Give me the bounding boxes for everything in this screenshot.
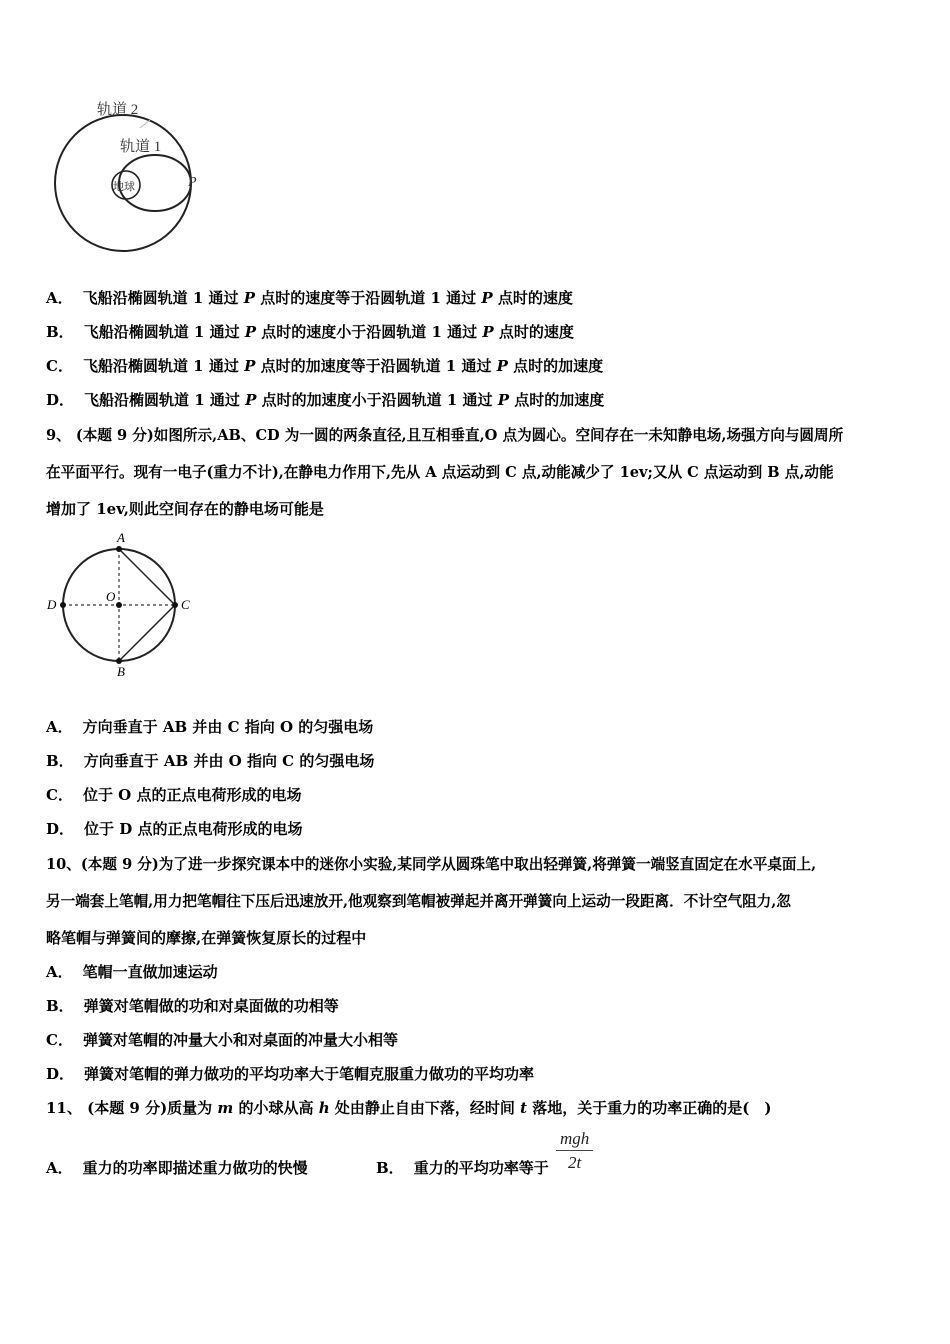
option-label: B． bbox=[46, 997, 74, 1015]
option-label: D． bbox=[46, 820, 75, 838]
label-earth: 地球 bbox=[113, 181, 135, 193]
fraction-denominator: 2t bbox=[568, 1153, 582, 1172]
label-point-p: P bbox=[188, 175, 197, 190]
fraction-mgh-over-2t bbox=[556, 1129, 593, 1173]
option-text: 笔帽一直做加速运动 bbox=[82, 963, 218, 981]
option-label: B． bbox=[46, 323, 74, 341]
q11-option-b bbox=[376, 1157, 549, 1178]
option-text: 位于 O 点的正点电荷形成的电场 bbox=[82, 786, 302, 804]
label-a: A bbox=[117, 530, 125, 545]
label-orbit-2: 轨道 2 bbox=[97, 102, 139, 118]
q8-option-c: C． 飞船沿椭圆轨道 1 通过 P 点时的加速度等于沿圆轨道 1 通过 P 点时的加速度 bbox=[46, 357, 604, 375]
q9-stem-line-1: 9、 (本题 9 分)如图所示,AB、CD 为一圆的两条直径,且互相垂直,O 点为圆心。空间存在一未知静电场,场强方向与圆周所 bbox=[46, 427, 844, 444]
q9-option-b bbox=[46, 750, 374, 771]
fraction-numerator: mgh bbox=[560, 1129, 590, 1148]
option-text: 重力的功率即描述重力做功的快慢 bbox=[82, 1159, 308, 1177]
label-c: C bbox=[181, 597, 190, 612]
label-o: O bbox=[106, 589, 116, 604]
point-c bbox=[172, 602, 178, 608]
orbit-2-pointer bbox=[140, 120, 150, 128]
point-d bbox=[60, 602, 66, 608]
q10-option-b bbox=[46, 995, 339, 1016]
q9-option-a bbox=[46, 716, 373, 737]
q9-option-d bbox=[46, 818, 302, 839]
option-label: C． bbox=[46, 786, 73, 804]
q10-stem-line-2: 另一端套上笔帽,用力把笔帽往下压后迅速放开,他观察到笔帽被弹起并离开弹簧向上运动一段距离．不计空气阻力,忽 bbox=[46, 893, 791, 910]
point-o bbox=[116, 602, 122, 608]
q9-circle-figure bbox=[44, 530, 194, 680]
option-label: C． bbox=[46, 1031, 73, 1049]
option-label: D． bbox=[46, 1065, 75, 1083]
option-text: 方向垂直于 AB 并由 O 指向 C 的匀强电场 bbox=[83, 752, 375, 770]
option-label: A． bbox=[46, 718, 73, 736]
q8-option-a: A． 飞船沿椭圆轨道 1 通过 P 点时的速度等于沿圆轨道 1 通过 P 点时的速度 bbox=[46, 289, 573, 307]
label-d: D bbox=[47, 597, 57, 612]
option-label: A． bbox=[46, 963, 73, 981]
option-label: A． bbox=[46, 1159, 73, 1177]
option-text: 重力的平均功率等于 bbox=[413, 1159, 549, 1177]
option-label: C． bbox=[46, 357, 73, 375]
q8-option-b: B． 飞船沿椭圆轨道 1 通过 P 点时的速度小于沿圆轨道 1 通过 P 点时的速度 bbox=[46, 323, 574, 341]
q11-stem: 11、 (本题 9 分)质量为 m 的小球从高 h 处由静止自由下落，经时间 t 落地，关于重力的功率正确的是( ) bbox=[46, 1099, 772, 1117]
q9-stem-line-2: 在平面平行。现有一电子(重力不计),在静电力作用下,先从 A 点运动到 C 点,动能减少了 1ev;又从 C 点运动到 B 点,动能 bbox=[46, 464, 834, 481]
q8-option-d: D． 飞船沿椭圆轨道 1 通过 P 点时的加速度小于沿圆轨道 1 通过 P 点时的加速度 bbox=[46, 391, 605, 409]
circle-diagram bbox=[44, 530, 194, 680]
option-text: 方向垂直于 AB 并由 C 指向 O 的匀强电场 bbox=[82, 718, 374, 736]
q10-stem-line-1: 10、(本题 9 分)为了进一步探究课本中的迷你小实验,某同学从圆珠笔中取出轻弹簧,将弹簧一端竖直固定在水平桌面上, bbox=[46, 856, 817, 873]
option-text: 弹簧对笔帽做的功和对桌面做的功相等 bbox=[83, 997, 339, 1015]
q9-stem-line-3: 增加了 1ev,则此空间存在的静电场可能是 bbox=[46, 500, 324, 518]
option-label: D． bbox=[46, 391, 75, 409]
q10-option-d bbox=[46, 1063, 534, 1084]
q9-option-c bbox=[46, 784, 301, 805]
q10-option-c bbox=[46, 1029, 398, 1050]
option-label: B． bbox=[46, 752, 74, 770]
label-b: B bbox=[117, 664, 125, 679]
option-text: 弹簧对笔帽的弹力做功的平均功率大于笔帽克服重力做功的平均功率 bbox=[84, 1065, 535, 1083]
option-text: 弹簧对笔帽的冲量大小和对桌面的冲量大小相等 bbox=[82, 1031, 398, 1049]
q11-option-a bbox=[46, 1157, 308, 1178]
orbit-figure bbox=[30, 90, 220, 260]
option-label: A． bbox=[46, 289, 73, 307]
point-a bbox=[116, 546, 122, 552]
label-orbit-1: 轨道 1 bbox=[120, 139, 162, 155]
option-label: B． bbox=[376, 1159, 404, 1177]
q10-option-a bbox=[46, 961, 218, 982]
fraction-bar bbox=[556, 1150, 593, 1151]
q10-stem-line-3: 略笔帽与弹簧间的摩擦,在弹簧恢复原长的过程中 bbox=[46, 929, 367, 947]
option-text: 位于 D 点的正点电荷形成的电场 bbox=[84, 820, 303, 838]
